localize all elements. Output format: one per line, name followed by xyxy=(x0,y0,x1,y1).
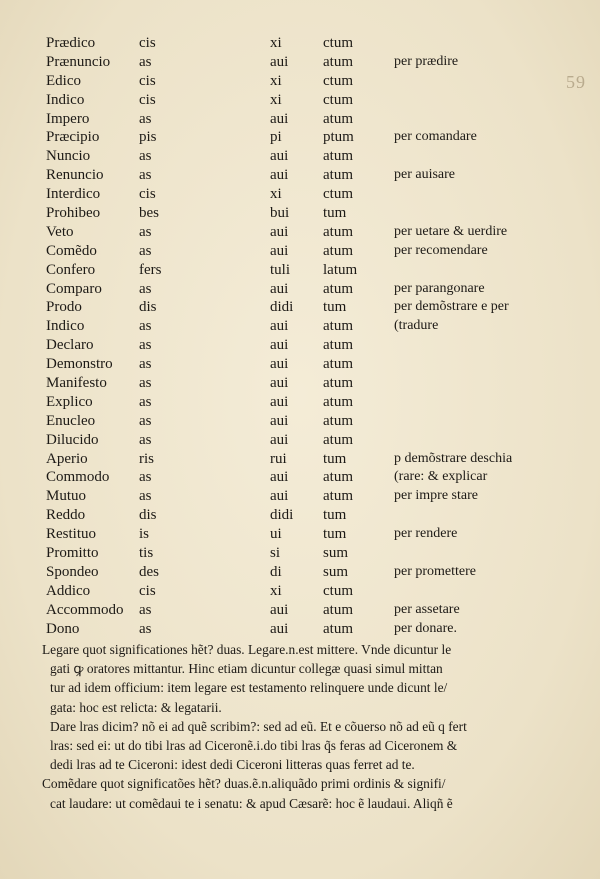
cell-c1: Enucleo xyxy=(46,412,96,429)
cell-c3: xi xyxy=(270,91,282,108)
cell-c2: as xyxy=(139,110,152,127)
cell-c2: tis xyxy=(139,545,154,562)
table-row xyxy=(0,185,600,204)
cell-c2: cis xyxy=(139,582,156,599)
cell-c4: ctum xyxy=(323,91,353,108)
cell-c4: tum xyxy=(323,526,347,543)
cell-c3: rui xyxy=(270,450,287,467)
table-row xyxy=(0,506,600,525)
cell-c2: as xyxy=(139,412,152,429)
cell-c4: atum xyxy=(323,601,353,618)
cell-c4: tum xyxy=(323,507,347,524)
cell-c4: atum xyxy=(323,337,353,354)
cell-c3: aui xyxy=(270,356,289,373)
cell-c4: ctum xyxy=(323,72,353,89)
cell-c4: atum xyxy=(323,412,353,429)
cell-c4: ctum xyxy=(323,186,353,203)
table-row xyxy=(0,431,600,450)
table-row xyxy=(0,355,600,374)
cell-c1: Impero xyxy=(46,110,90,127)
cell-c3: aui xyxy=(270,337,289,354)
cell-c1: Accommodo xyxy=(46,601,124,618)
cell-c3: tuli xyxy=(270,261,291,278)
cell-c3: bui xyxy=(270,205,290,222)
cell-c3: xi xyxy=(270,72,282,89)
cell-c1: Addico xyxy=(46,582,91,599)
cell-c1: Commodo xyxy=(46,469,110,486)
cell-c4: ptum xyxy=(323,129,354,146)
cell-c5: per parangonare xyxy=(394,280,485,296)
prose-line: Legare quot significationes hẽt? duas. Legare.n.est mittere. Vnde dicuntur le xyxy=(42,642,452,657)
cell-c4: atum xyxy=(323,148,353,165)
cell-c4: atum xyxy=(323,242,353,259)
table-row xyxy=(0,298,600,317)
cell-c4: atum xyxy=(323,620,353,637)
cell-c1: Prodo xyxy=(46,299,82,316)
cell-c2: as xyxy=(139,469,152,486)
cell-c1: Restituo xyxy=(46,526,97,543)
cell-c2: cis xyxy=(139,186,156,203)
cell-c3: aui xyxy=(270,110,289,127)
cell-c4: atum xyxy=(323,280,353,297)
cell-c3: didi xyxy=(270,507,294,524)
prose-line: dedi lras ad te Ciceroni: idest dedi Ciceroni litteras quas ferret ad te. xyxy=(50,757,415,773)
cell-c1: Nuncio xyxy=(46,148,91,165)
cell-c1: Dilucido xyxy=(46,431,99,448)
cell-c1: Aperio xyxy=(46,450,88,467)
cell-c2: as xyxy=(139,337,152,354)
table-row xyxy=(0,487,600,506)
cell-c3: si xyxy=(270,545,281,562)
cell-c3: ui xyxy=(270,526,282,543)
cell-c2: as xyxy=(139,318,152,335)
cell-c1: Declaro xyxy=(46,337,94,354)
cell-c4: sum xyxy=(323,563,349,580)
cell-c3: pi xyxy=(270,129,282,146)
prose-line: gati ꝙ oratores mittantur. Hinc etiam dicuntur collegæ quasi simul mittan xyxy=(50,661,443,677)
cell-c1: Dono xyxy=(46,620,80,637)
cell-c1: Præcipio xyxy=(46,129,100,146)
cell-c3: aui xyxy=(270,375,289,392)
verb-table xyxy=(0,34,600,639)
table-row xyxy=(0,91,600,110)
table-row xyxy=(0,563,600,582)
cell-c4: atum xyxy=(323,469,353,486)
cell-c1: Prohibeo xyxy=(46,205,101,222)
table-row xyxy=(0,147,600,166)
cell-c3: aui xyxy=(270,393,289,410)
cell-c2: bes xyxy=(139,205,159,222)
cell-c1: Confero xyxy=(46,261,96,278)
cell-c3: aui xyxy=(270,488,289,505)
cell-c5: per recomendare xyxy=(394,242,488,258)
table-row xyxy=(0,128,600,147)
cell-c2: cis xyxy=(139,72,156,89)
cell-c1: Renuncio xyxy=(46,167,104,184)
cell-c4: atum xyxy=(323,431,353,448)
table-row xyxy=(0,223,600,242)
table-row xyxy=(0,525,600,544)
prose-line: tur ad idem officium: item legare est testamento relinquere unde dicunt le/ xyxy=(50,680,448,696)
cell-c3: aui xyxy=(270,469,289,486)
table-row xyxy=(0,72,600,91)
cell-c4: atum xyxy=(323,167,353,184)
cell-c2: des xyxy=(139,563,159,580)
cell-c2: as xyxy=(139,148,152,165)
cell-c3: aui xyxy=(270,148,289,165)
cell-c2: fers xyxy=(139,261,162,278)
cell-c4: atum xyxy=(323,488,353,505)
cell-c2: as xyxy=(139,601,152,618)
prose-paragraphs xyxy=(42,640,562,813)
cell-c4: sum xyxy=(323,545,349,562)
cell-c2: dis xyxy=(139,299,157,316)
cell-c1: Edico xyxy=(46,72,81,89)
cell-c5: (rare: & explicar xyxy=(394,469,488,485)
cell-c4: atum xyxy=(323,356,353,373)
cell-c4: tum xyxy=(323,205,347,222)
table-row xyxy=(0,412,600,431)
cell-c2: as xyxy=(139,431,152,448)
table-row xyxy=(0,393,600,412)
cell-c3: aui xyxy=(270,318,289,335)
cell-c2: as xyxy=(139,167,152,184)
cell-c5: per promettere xyxy=(394,563,477,579)
cell-c3: aui xyxy=(270,167,289,184)
cell-c1: Manifesto xyxy=(46,375,107,392)
cell-c3: xi xyxy=(270,186,282,203)
cell-c1: Indico xyxy=(46,318,85,335)
cell-c1: Spondeo xyxy=(46,563,99,580)
cell-c4: ctum xyxy=(323,582,353,599)
cell-c5: per comandare xyxy=(394,129,477,145)
cell-c4: tum xyxy=(323,299,347,316)
table-row xyxy=(0,450,600,469)
cell-c5: per impre stare xyxy=(394,488,478,504)
cell-c4: latum xyxy=(323,261,358,278)
cell-c4: atum xyxy=(323,375,353,392)
cell-c1: Prænuncio xyxy=(46,53,111,70)
table-row xyxy=(0,620,600,639)
cell-c5: per donare. xyxy=(394,620,457,636)
table-row xyxy=(0,204,600,223)
table-row xyxy=(0,261,600,280)
table-row xyxy=(0,601,600,620)
cell-c3: xi xyxy=(270,35,282,51)
cell-c2: cis xyxy=(139,91,156,108)
cell-c2: dis xyxy=(139,507,157,524)
cell-c3: aui xyxy=(270,431,289,448)
cell-c1: Comparo xyxy=(46,280,102,297)
cell-c5: per assetare xyxy=(394,601,460,617)
cell-c3: aui xyxy=(270,223,289,240)
cell-c2: as xyxy=(139,375,152,392)
prose-line: Comẽdare quot significatões hẽt? duas.ẽ.n.aliquãdo primi ordinis & signifi/ xyxy=(42,776,446,792)
cell-c2: as xyxy=(139,53,152,70)
cell-c4: atum xyxy=(323,53,353,70)
cell-c1: Interdico xyxy=(46,186,101,203)
cell-c5: per uetare & uerdire xyxy=(394,223,508,239)
cell-c4: atum xyxy=(323,110,353,127)
cell-c2: as xyxy=(139,488,152,505)
cell-c1: Promitto xyxy=(46,545,99,562)
table-row xyxy=(0,280,600,299)
table-row xyxy=(0,110,600,129)
cell-c2: as xyxy=(139,356,152,373)
cell-c3: di xyxy=(270,563,282,580)
cell-c1: Demonstro xyxy=(46,356,113,373)
cell-c2: ris xyxy=(139,450,154,467)
cell-c3: aui xyxy=(270,412,289,429)
cell-c5: per demõstrare e per xyxy=(394,299,509,315)
prose-line: cat laudare: ut comẽdaui te i senatu: & apud Cæsarẽ: hoc ẽ laudaui. Aliqñ ẽ xyxy=(50,795,453,811)
prose-line: gata: hoc est relicta: & legatarii. xyxy=(50,699,222,715)
cell-c5: p demõstrare deschia xyxy=(394,450,513,466)
cell-c2: as xyxy=(139,223,152,240)
prose-line: Dare lras dicim? nõ ei ad quẽ scribim?: sed ad eũ. Et e cõuerso nõ ad eũ q fert xyxy=(50,718,467,734)
cell-c3: aui xyxy=(270,280,289,297)
cell-c4: atum xyxy=(323,223,353,240)
cell-c4: atum xyxy=(323,393,353,410)
cell-c1: Mutuo xyxy=(46,488,87,505)
table-row xyxy=(0,336,600,355)
cell-c5: per auisare xyxy=(394,167,456,183)
cell-c2: cis xyxy=(139,35,156,51)
cell-c4: tum xyxy=(323,450,347,467)
table-row xyxy=(0,34,600,53)
cell-c1: Reddo xyxy=(46,507,86,524)
table-row xyxy=(0,374,600,393)
cell-c5: (tradure xyxy=(394,318,439,334)
margin-page-number: 59 xyxy=(566,72,586,92)
cell-c1: Prædico xyxy=(46,35,96,51)
cell-c1: Comẽdo xyxy=(46,242,97,259)
cell-c3: aui xyxy=(270,620,289,637)
table-row xyxy=(0,317,600,336)
table-row xyxy=(0,53,600,72)
cell-c4: ctum xyxy=(323,35,353,51)
table-row xyxy=(0,242,600,261)
cell-c1: Explico xyxy=(46,393,93,410)
cell-c3: aui xyxy=(270,53,289,70)
cell-c3: didi xyxy=(270,299,294,316)
cell-c2: as xyxy=(139,393,152,410)
cell-c2: pis xyxy=(139,129,157,146)
cell-c4: atum xyxy=(323,318,353,335)
cell-c2: as xyxy=(139,620,152,637)
cell-c1: Veto xyxy=(46,223,74,240)
cell-c3: aui xyxy=(270,242,289,259)
prose-line: lras: sed ei: ut do tibi lras ad Ciceronẽ.i.do tibi lras q̃s feras ad Ciceronem & xyxy=(50,738,458,754)
cell-c5: per prædire xyxy=(394,53,459,69)
cell-c5: per rendere xyxy=(394,526,458,542)
cell-c2: is xyxy=(139,526,150,543)
table-row xyxy=(0,582,600,601)
cell-c2: as xyxy=(139,280,152,297)
table-row xyxy=(0,166,600,185)
table-row xyxy=(0,544,600,563)
table-row xyxy=(0,468,600,487)
cell-c3: xi xyxy=(270,582,282,599)
cell-c2: as xyxy=(139,242,152,259)
cell-c1: Indico xyxy=(46,91,85,108)
cell-c3: aui xyxy=(270,601,289,618)
